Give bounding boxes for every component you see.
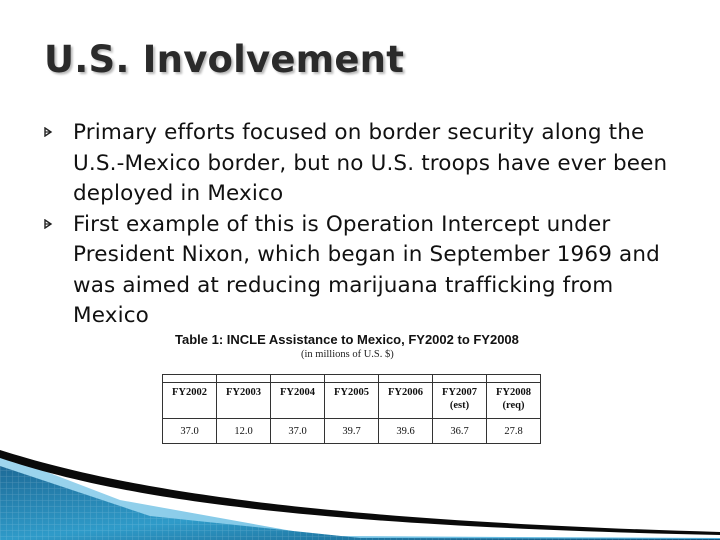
bullet-text: First example of this is Operation Intercept under President Nixon, which began in September 1969 and was aimed at reducing marijuana trafficking from Mexico [73,211,660,328]
value-cell: 27.8 [487,419,541,444]
header-cell: FY2004 [271,383,325,419]
value-cell: 39.7 [325,419,379,444]
header-cell: FY2003 [217,383,271,419]
arrow-bullet-icon [44,127,54,137]
bullet-item [44,118,684,210]
arrow-bullet-icon [44,219,54,229]
value-cell: 12.0 [217,419,271,444]
bullet-text: Primary efforts focused on border security along the U.S.-Mexico border, but no U.S. troops have ever been deployed in Mexico [73,120,668,206]
value-cell: 37.0 [271,419,325,444]
assistance-table [162,374,541,444]
table-header-row [163,383,541,419]
table-subtitle: (in millions of U.S. $) [301,349,394,360]
value-cell: 39.6 [379,419,433,444]
header-cell: FY2006 [379,383,433,419]
decorative-swoosh [0,440,720,540]
bullet-list [44,118,684,332]
header-cell: FY2002 [163,383,217,419]
value-cell: 37.0 [163,419,217,444]
bullet-item [44,210,684,332]
header-cell: FY2008 (req) [487,383,541,419]
value-cell: 36.7 [433,419,487,444]
header-cell: FY2007 (est) [433,383,487,419]
table-title: Table 1: INCLE Assistance to Mexico, FY2002 to FY2008 [175,332,519,347]
header-cell: FY2005 [325,383,379,419]
table-spacer-row [163,375,541,383]
slide-title: U.S. Involvement [44,38,405,81]
